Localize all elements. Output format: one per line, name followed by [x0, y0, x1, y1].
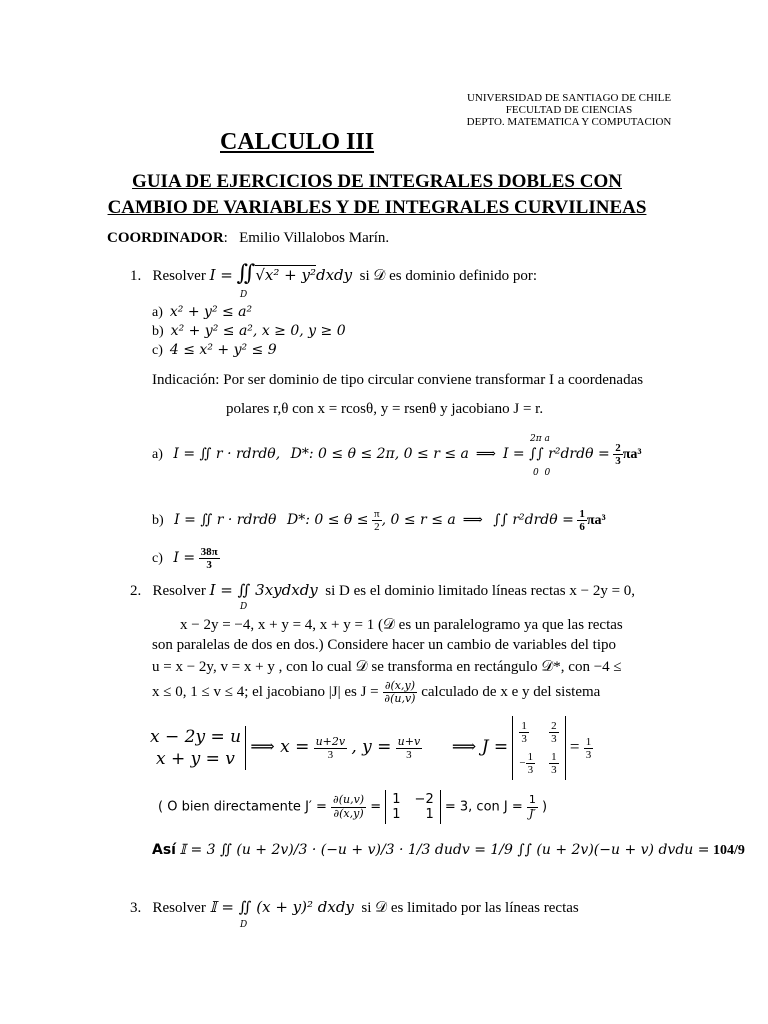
- page-title: CALCULO III: [220, 129, 375, 155]
- subtitle-line-1: GUIA DE EJERCICIOS DE INTEGRALES DOBLES CON: [132, 171, 622, 192]
- exercise-1-item-b: b) x² + y² ≤ a², x ≥ 0, y ≥ 0: [152, 323, 346, 339]
- system-eq-1: x − 2y = u: [150, 727, 242, 748]
- exercise-2-alternative: ( O bien directamente J′ = $\frac{\partial(u,v)}{\partial(x,y)}$ = 1 −2 1 1 = 3, con J = $\frac{1}{J'}$ ): [158, 792, 548, 822]
- exercise-1-solution-b: b) I = ∬ r · rdrdθ D*: 0 ≤ θ ≤ $\frac{\pi}{2}$ , 0 ≤ r ≤ a ⟹ ∫∫ r²drdθ = $\frac{1}{6}$ πa³: [152, 508, 606, 534]
- exercise-1-solution-c: c) I = $\frac{38\pi}{3}$: [152, 546, 218, 572]
- header-university: UNIVERSIDAD DE SANTIAGO DE CHILE: [466, 92, 672, 104]
- header-department: DEPTO. MATEMATICA Y COMPUTACION: [466, 116, 672, 128]
- exercise-1-domain-subscript: D: [240, 290, 248, 300]
- university-header: [460, 92, 678, 128]
- exercise-2-conclusion: Así 𝕀 = 3 ∬ (u + 2v)/3 · (−u + v)/3 · 1/3 dudv = 1/9 ∫∫ (u + 2v)(−u + v) dvdu = 104/9: [152, 842, 745, 858]
- exercise-1-suffix: si 𝒟 es dominio definido por:: [359, 268, 537, 284]
- jacobian-determinant: $\frac{1}{3}$ $\frac{2}{3}$ − $\frac{1}{3}$ $\frac{1}{3}$: [512, 716, 565, 780]
- coordinator-name: Emilio Villalobos Marín.: [239, 230, 390, 246]
- header-faculty: FECULTAD DE CIENCIAS: [505, 104, 633, 116]
- exercise-2-statement: 2. Resolver I = ∬ 3xydxdy si D es el dominio limitado líneas rectas x − 2y = 0,: [130, 581, 636, 599]
- exercise-2-system: x − 2y = u x + y = v ⟹ x = $\frac{u+2v}{3}$ , y = $\frac{u+v}{3}$ ⟹ J = $\frac{1}{3}$ $\frac{2}{3}$ − $\frac{1}{3}$ $\frac{1}{3}$ = $\frac{1}{3}$: [150, 716, 593, 780]
- exercise-1-statement: 1. Resolver I = ∬√x² + y²dxdy si 𝒟 es dominio definido por:: [130, 260, 537, 285]
- coordinator-label: COORDINADOR: [107, 230, 224, 246]
- exercise-1-solution-a: a) I = ∬ r · rdrdθ, D*: 0 ≤ θ ≤ 2π, 0 ≤ r ≤ a ⟹ I = ∫∫ r²drdθ = $\frac{2}{3}$ πa³: [152, 442, 642, 468]
- exercise-2-domain-subscript: D: [240, 602, 248, 612]
- exercise-3-statement: 3. Resolver 𝕀 = ∬ (x + y)² dxdy si 𝒟 es limitado por las líneas rectas: [130, 898, 579, 916]
- exercise-2-line-3: son paralelas de dos en dos.) Considere hacer un cambio de variables del tipo: [152, 637, 617, 653]
- exercise-1-items: [152, 303, 346, 360]
- exercise-1-solution-a-limits: 2π a: [530, 434, 550, 444]
- exercise-1-number: 1.: [130, 268, 142, 284]
- exercise-1-integrand: x² + y²: [264, 266, 316, 284]
- coordinator-line: COORDINADOR: Emilio Villalobos Marín.: [107, 230, 390, 246]
- exercise-2-line-4: u = x − 2y, v = x + y , con lo cual 𝒟 se transforma en rectángulo 𝒟*, con −4 ≤: [152, 659, 622, 675]
- exercise-3-domain-subscript: D: [240, 920, 248, 930]
- exercise-1-intro: Resolver: [152, 268, 206, 284]
- exercise-1-item-a: a) x² + y² ≤ a²: [152, 304, 253, 320]
- exercise-1-solution-a-lower-limits: 0 0: [533, 468, 551, 478]
- exercise-1-item-c: c) 4 ≤ x² + y² ≤ 9: [152, 342, 277, 358]
- guide-subtitle: [104, 169, 650, 221]
- exercise-2-line-5: x ≤ 0, 1 ≤ v ≤ 4; el jacobiano |J| es J = $\frac{\partial(x,y)}{\partial(u,v)}$ calculado de x e y del sistema: [152, 679, 601, 706]
- exercise-1-hint-line-1: Indicación: Por ser dominio de tipo circular conviene transformar I a coordenadas: [152, 372, 644, 388]
- subtitle-line-2: CAMBIO DE VARIABLES Y DE INTEGRALES CURVILINEAS: [107, 197, 647, 218]
- exercise-1-hint-line-2: polares r,θ con x = rcosθ, y = rsenθ y jacobiano J = r.: [226, 401, 544, 417]
- system-eq-2: x + y = v: [156, 749, 235, 770]
- exercise-2-line-2: x − 2y = −4, x + y = 4, x + y = 1 (𝒟 es un paralelogramo ya que las rectas: [180, 617, 623, 633]
